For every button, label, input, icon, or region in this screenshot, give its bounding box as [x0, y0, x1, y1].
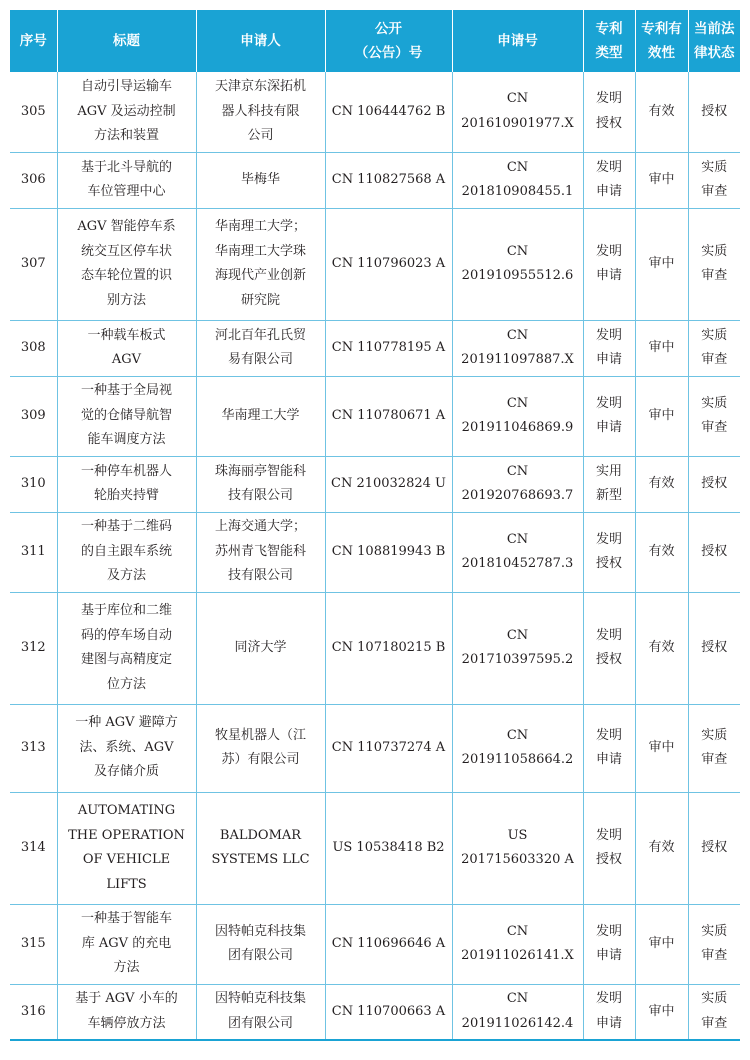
table-row [10, 456, 740, 512]
cell-title: AUTOMATING THE OPERATION OF VEHICLE LIFTS [57, 792, 196, 904]
cell-publication-number: CN 110696646 A [325, 904, 452, 984]
cell-title: 一种载车板式 AGV [57, 320, 196, 376]
cell-patent-type: 发明 申请 [583, 704, 635, 792]
cell-patent-type: 发明 申请 [583, 904, 635, 984]
cell-title: 一种基于智能车 库 AGV 的充电 方法 [57, 904, 196, 984]
cell-application-number: CN 201910955512.6 [452, 208, 583, 320]
cell-legal-status: 实质 审查 [688, 984, 740, 1040]
cell-patent-validity: 有效 [635, 456, 688, 512]
cell-title: 基于 AGV 小车的 车辆停放方法 [57, 984, 196, 1040]
cell-serial: 315 [10, 904, 57, 984]
table-row [10, 512, 740, 592]
cell-legal-status: 实质 审查 [688, 904, 740, 984]
cell-title: 一种基于二维码 的自主跟车系统 及方法 [57, 512, 196, 592]
header-legal-status: 当前法 律状态 [688, 10, 740, 72]
cell-legal-status: 授权 [688, 512, 740, 592]
cell-publication-number: CN 110827568 A [325, 152, 452, 208]
cell-patent-type: 发明 申请 [583, 376, 635, 456]
cell-patent-validity: 有效 [635, 72, 688, 152]
cell-applicant: 牧星机器人（江 苏）有限公司 [196, 704, 325, 792]
cell-application-number: CN 201920768693.7 [452, 456, 583, 512]
cell-title: 一种 AGV 避障方 法、系统、AGV 及存储介质 [57, 704, 196, 792]
table-row [10, 152, 740, 208]
cell-legal-status: 授权 [688, 456, 740, 512]
cell-legal-status: 实质 审查 [688, 208, 740, 320]
cell-serial: 314 [10, 792, 57, 904]
header-applicant: 申请人 [196, 10, 325, 72]
cell-applicant: 珠海丽亭智能科 技有限公司 [196, 456, 325, 512]
cell-title: AGV 智能停车系 统交互区停车状 态车轮位置的识 别方法 [57, 208, 196, 320]
cell-legal-status: 授权 [688, 792, 740, 904]
cell-applicant: 华南理工大学； 华南理工大学珠 海现代产业创新 研究院 [196, 208, 325, 320]
cell-patent-type: 发明 授权 [583, 512, 635, 592]
cell-application-number: CN 201610901977.X [452, 72, 583, 152]
cell-publication-number: CN 110780671 A [325, 376, 452, 456]
table-row [10, 704, 740, 792]
table-row [10, 376, 740, 456]
patent-table [10, 10, 740, 1041]
cell-title: 基于库位和二维 码的停车场自动 建图与高精度定 位方法 [57, 592, 196, 704]
cell-application-number: CN 201911097887.X [452, 320, 583, 376]
header-patent-validity: 专利有 效性 [635, 10, 688, 72]
cell-publication-number: CN 210032824 U [325, 456, 452, 512]
cell-patent-validity: 审中 [635, 208, 688, 320]
cell-serial: 313 [10, 704, 57, 792]
cell-application-number: CN 201911026142.4 [452, 984, 583, 1040]
cell-patent-validity: 有效 [635, 792, 688, 904]
cell-applicant: 毕梅华 [196, 152, 325, 208]
cell-patent-validity: 审中 [635, 152, 688, 208]
cell-patent-type: 发明 申请 [583, 152, 635, 208]
cell-serial: 308 [10, 320, 57, 376]
cell-serial: 309 [10, 376, 57, 456]
cell-patent-validity: 有效 [635, 512, 688, 592]
cell-publication-number: CN 108819943 B [325, 512, 452, 592]
cell-serial: 310 [10, 456, 57, 512]
cell-legal-status: 授权 [688, 592, 740, 704]
cell-application-number: CN 201710397595.2 [452, 592, 583, 704]
cell-patent-type: 发明 申请 [583, 208, 635, 320]
header-publication-number: 公开 （公告）号 [325, 10, 452, 72]
cell-application-number: CN 201810452787.3 [452, 512, 583, 592]
table-row [10, 320, 740, 376]
cell-applicant: 因特帕克科技集 团有限公司 [196, 984, 325, 1040]
cell-patent-type: 发明 授权 [583, 792, 635, 904]
cell-patent-validity: 审中 [635, 376, 688, 456]
cell-title: 基于北斗导航的 车位管理中心 [57, 152, 196, 208]
cell-patent-type: 发明 授权 [583, 72, 635, 152]
cell-title: 一种基于全局视 觉的仓储导航智 能车调度方法 [57, 376, 196, 456]
cell-patent-validity: 审中 [635, 984, 688, 1040]
cell-publication-number: CN 110700663 A [325, 984, 452, 1040]
cell-legal-status: 实质 审查 [688, 376, 740, 456]
cell-legal-status: 实质 审查 [688, 704, 740, 792]
header-row [10, 10, 740, 72]
cell-patent-validity: 审中 [635, 320, 688, 376]
cell-serial: 307 [10, 208, 57, 320]
cell-application-number: CN 201810908455.1 [452, 152, 583, 208]
cell-serial: 316 [10, 984, 57, 1040]
cell-patent-validity: 有效 [635, 592, 688, 704]
cell-applicant: 河北百年孔氏贸 易有限公司 [196, 320, 325, 376]
cell-patent-type: 发明 授权 [583, 592, 635, 704]
cell-patent-validity: 审中 [635, 904, 688, 984]
table-row [10, 792, 740, 904]
cell-applicant: 同济大学 [196, 592, 325, 704]
cell-patent-type: 发明 申请 [583, 320, 635, 376]
cell-publication-number: CN 110737274 A [325, 704, 452, 792]
cell-patent-type: 实用 新型 [583, 456, 635, 512]
cell-applicant: BALDOMAR SYSTEMS LLC [196, 792, 325, 904]
cell-serial: 312 [10, 592, 57, 704]
header-patent-type: 专利 类型 [583, 10, 635, 72]
cell-application-number: CN 201911058664.2 [452, 704, 583, 792]
cell-title: 一种停车机器人 轮胎夹持臂 [57, 456, 196, 512]
cell-patent-type: 发明 申请 [583, 984, 635, 1040]
cell-patent-validity: 审中 [635, 704, 688, 792]
cell-legal-status: 实质 审查 [688, 320, 740, 376]
cell-publication-number: CN 107180215 B [325, 592, 452, 704]
cell-serial: 305 [10, 72, 57, 152]
patent-table-wrapper [10, 10, 740, 1041]
cell-publication-number: CN 110778195 A [325, 320, 452, 376]
cell-legal-status: 授权 [688, 72, 740, 152]
cell-applicant: 华南理工大学 [196, 376, 325, 456]
cell-application-number: CN 201911046869.9 [452, 376, 583, 456]
cell-publication-number: US 10538418 B2 [325, 792, 452, 904]
cell-applicant: 上海交通大学； 苏州青飞智能科 技有限公司 [196, 512, 325, 592]
cell-serial: 311 [10, 512, 57, 592]
table-row [10, 984, 740, 1040]
header-title: 标题 [57, 10, 196, 72]
table-row [10, 904, 740, 984]
table-row [10, 592, 740, 704]
table-row [10, 208, 740, 320]
cell-publication-number: CN 106444762 B [325, 72, 452, 152]
cell-application-number: US 201715603320 A [452, 792, 583, 904]
table-header [10, 10, 740, 72]
cell-serial: 306 [10, 152, 57, 208]
cell-legal-status: 实质 审查 [688, 152, 740, 208]
cell-applicant: 因特帕克科技集 团有限公司 [196, 904, 325, 984]
header-serial: 序号 [10, 10, 57, 72]
cell-title: 自动引导运输车 AGV 及运动控制 方法和装置 [57, 72, 196, 152]
cell-applicant: 天津京东深拓机 器人科技有限 公司 [196, 72, 325, 152]
header-application-number: 申请号 [452, 10, 583, 72]
cell-application-number: CN 201911026141.X [452, 904, 583, 984]
cell-publication-number: CN 110796023 A [325, 208, 452, 320]
table-row [10, 72, 740, 152]
table-body [10, 72, 740, 1040]
